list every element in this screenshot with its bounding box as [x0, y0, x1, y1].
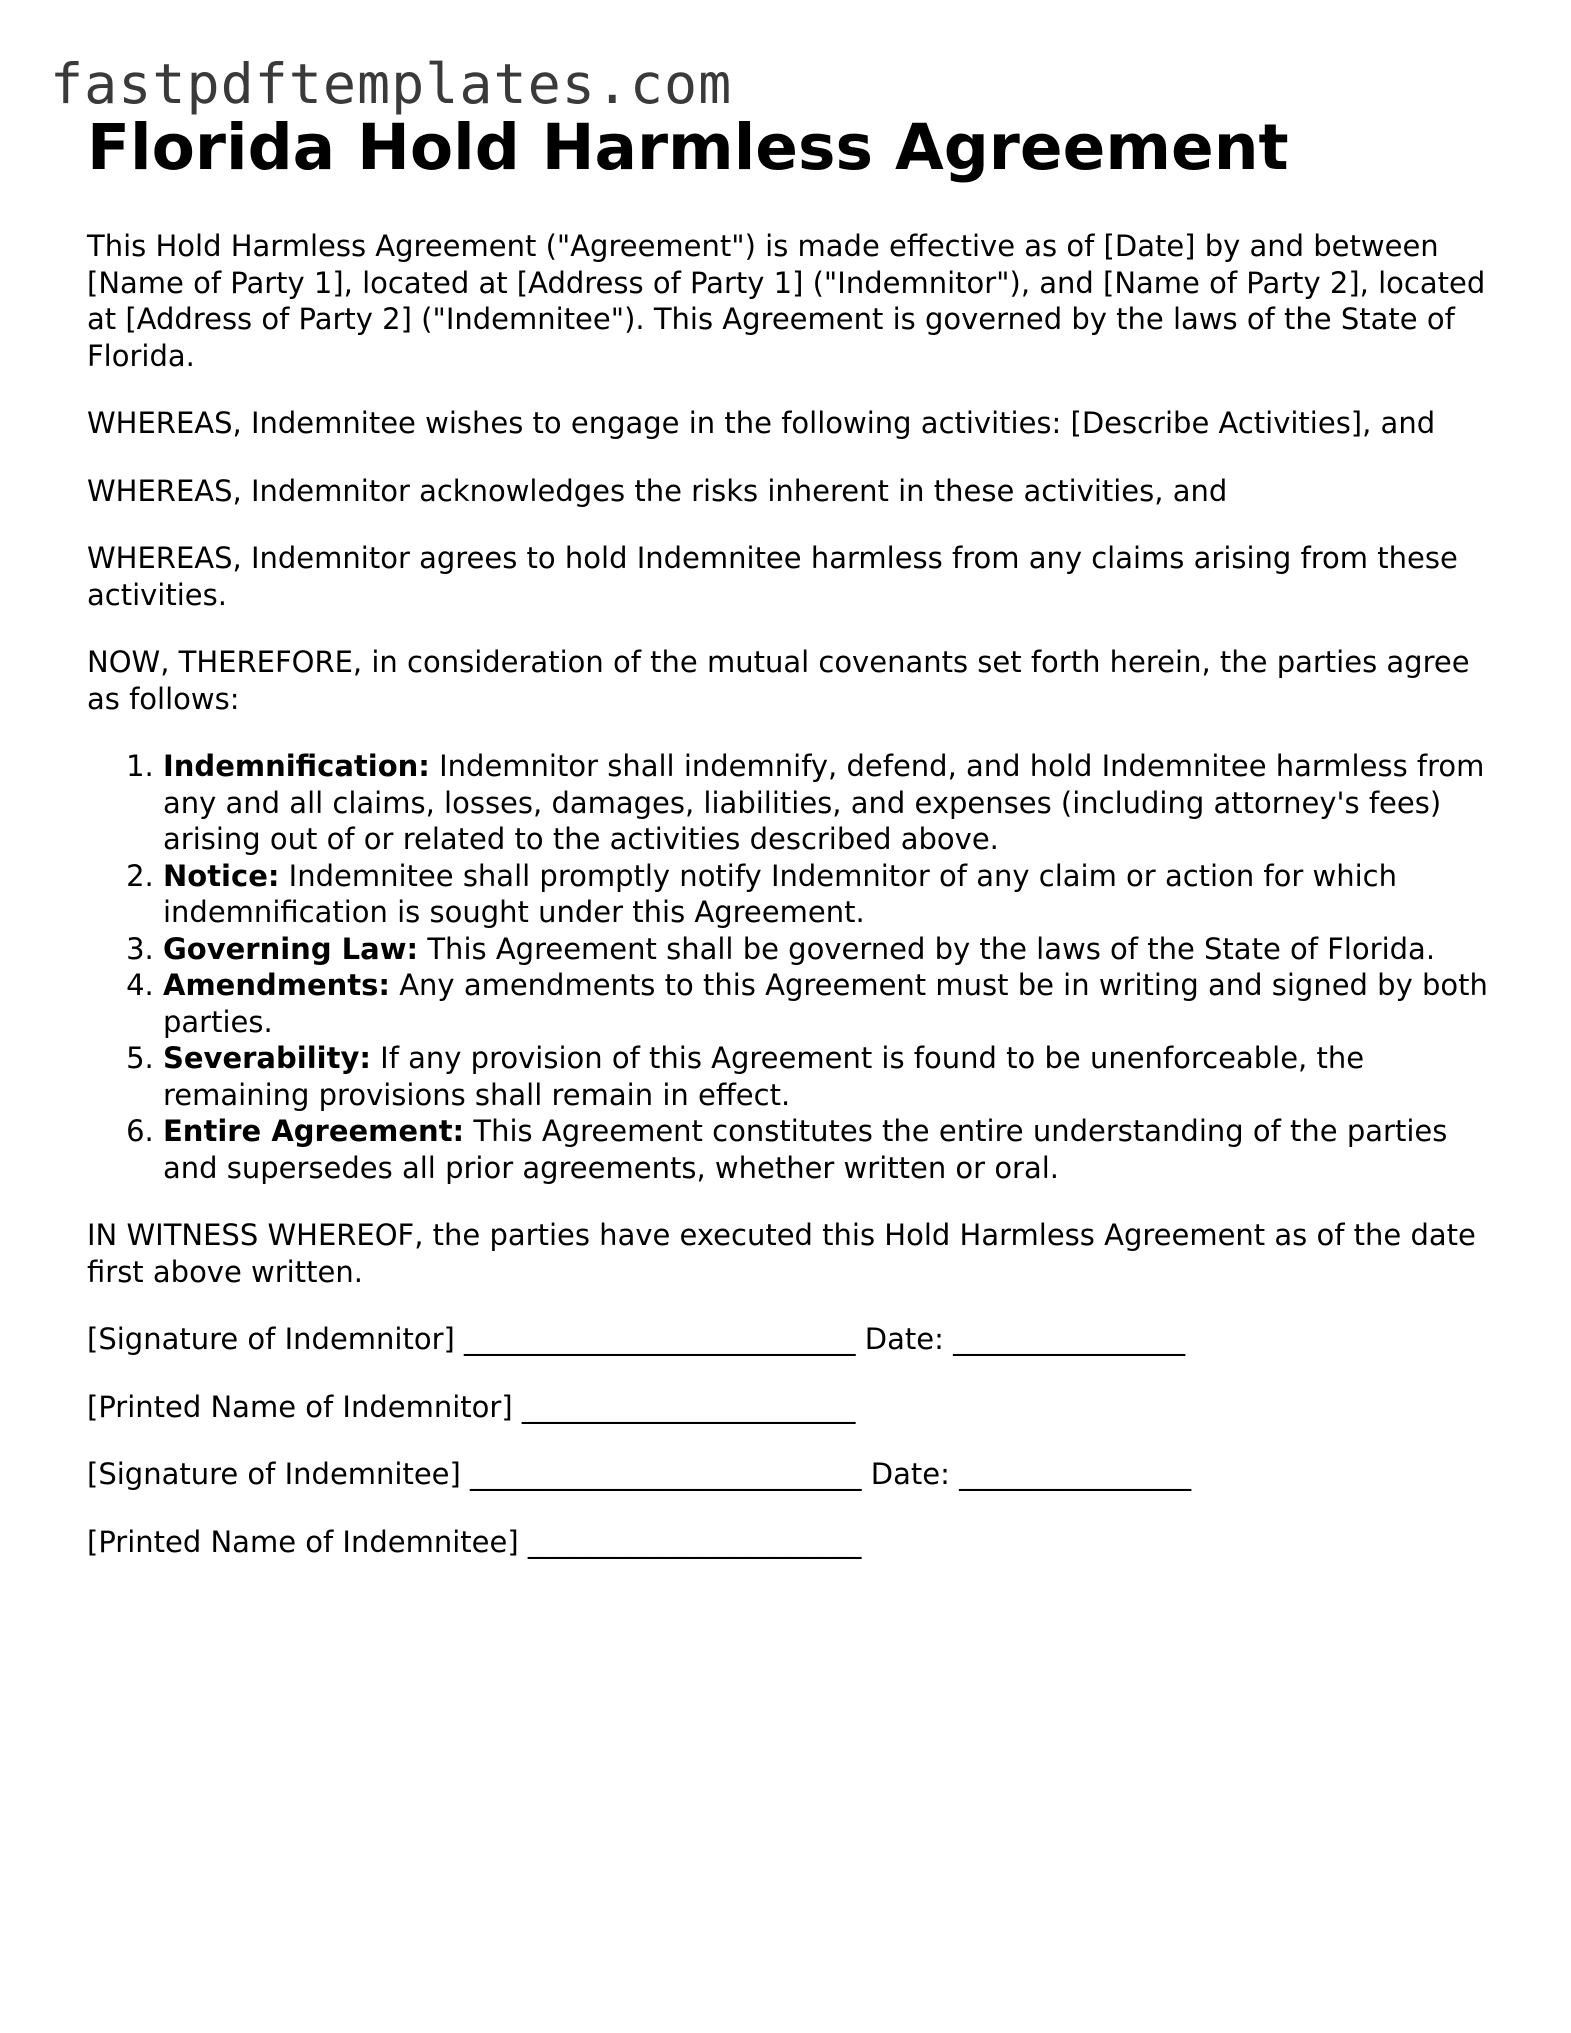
clause-heading: Governing Law:	[163, 931, 419, 966]
clause-text: This Agreement shall be governed by the laws of the State of Florida.	[418, 931, 1436, 966]
clause-heading: Amendments:	[163, 968, 390, 1002]
indemnitor-signature-line: [Signature of Indemnitor] ___________________________ Date: ________________	[87, 1322, 1186, 1356]
clause-text: This Agreement constitutes the entire understanding of the parties and supersedes all prior agreements, whether written or oral.	[163, 1114, 1448, 1185]
clause-text: If any provision of this Agreement is found to be unenforceable, the remaining provisions shall remain in effect.	[163, 1041, 1365, 1112]
indemnitee-printed-name-line: [Printed Name of Indemnitee] _______________________	[87, 1524, 862, 1559]
clause-item	[163, 1113, 1507, 1186]
clause-list	[87, 748, 1507, 1186]
now-therefore-paragraph: NOW, THEREFORE, in consideration of the mutual covenants set forth herein, the parties agree as follows:	[87, 645, 1470, 716]
intro-paragraph: This Hold Harmless Agreement ("Agreement") is made effective as of [Date] by and between [Name of Party 1], located at [Address of Party 1] ("Indemnitor"), and [Name of Party 2], located at [Address of Party 2] ("Indemnitee"). This Agreement is governed by the laws of the State of Florida.	[87, 229, 1486, 373]
clause-heading: Severability:	[163, 1041, 371, 1075]
clause-item	[163, 931, 1507, 968]
watermark: fastpdftemplates.com	[50, 52, 733, 116]
document-body	[87, 108, 1507, 1591]
document-title: Florida Hold Harmless Agreement	[87, 111, 1289, 184]
clause-item	[163, 748, 1507, 858]
clause-text: Any amendments to this Agreement must be in writing and signed by both parties.	[163, 968, 1488, 1039]
whereas-clause: WHEREAS, Indemnitor agrees to hold Indemnitee harmless from any claims arising from these activities.	[87, 541, 1458, 612]
indemnitee-signature-line: [Signature of Indemnitee] ___________________________ Date: ________________	[87, 1457, 1192, 1491]
clause-heading: Notice:	[163, 858, 280, 893]
clause-item	[163, 858, 1507, 931]
clause-heading: Entire Agreement:	[163, 1114, 465, 1148]
clause-item	[163, 1040, 1507, 1113]
clause-text: Indemnitor shall indemnify, defend, and hold Indemnitee harmless from any and all claims, losses, damages, liabilities, and expenses (including attorney's fees) arising out of or related to the activities described above.	[163, 749, 1485, 856]
whereas-clause: WHEREAS, Indemnitor acknowledges the risks inherent in these activities, and	[87, 473, 1228, 508]
whereas-clause: WHEREAS, Indemnitee wishes to engage in the following activities: [Describe Activities], and	[87, 406, 1436, 440]
clause-text: Indemnitee shall promptly notify Indemnitor of any claim or action for which indemnification is sought under this Agreement.	[163, 858, 1398, 929]
indemnitor-printed-name-line: [Printed Name of Indemnitor] _______________________	[87, 1389, 856, 1424]
clause-heading: Indemnification:	[163, 749, 430, 783]
clause-item	[163, 967, 1507, 1040]
witness-paragraph: IN WITNESS WHEREOF, the parties have executed this Hold Harmless Agreement as of the date first above written.	[87, 1218, 1476, 1289]
